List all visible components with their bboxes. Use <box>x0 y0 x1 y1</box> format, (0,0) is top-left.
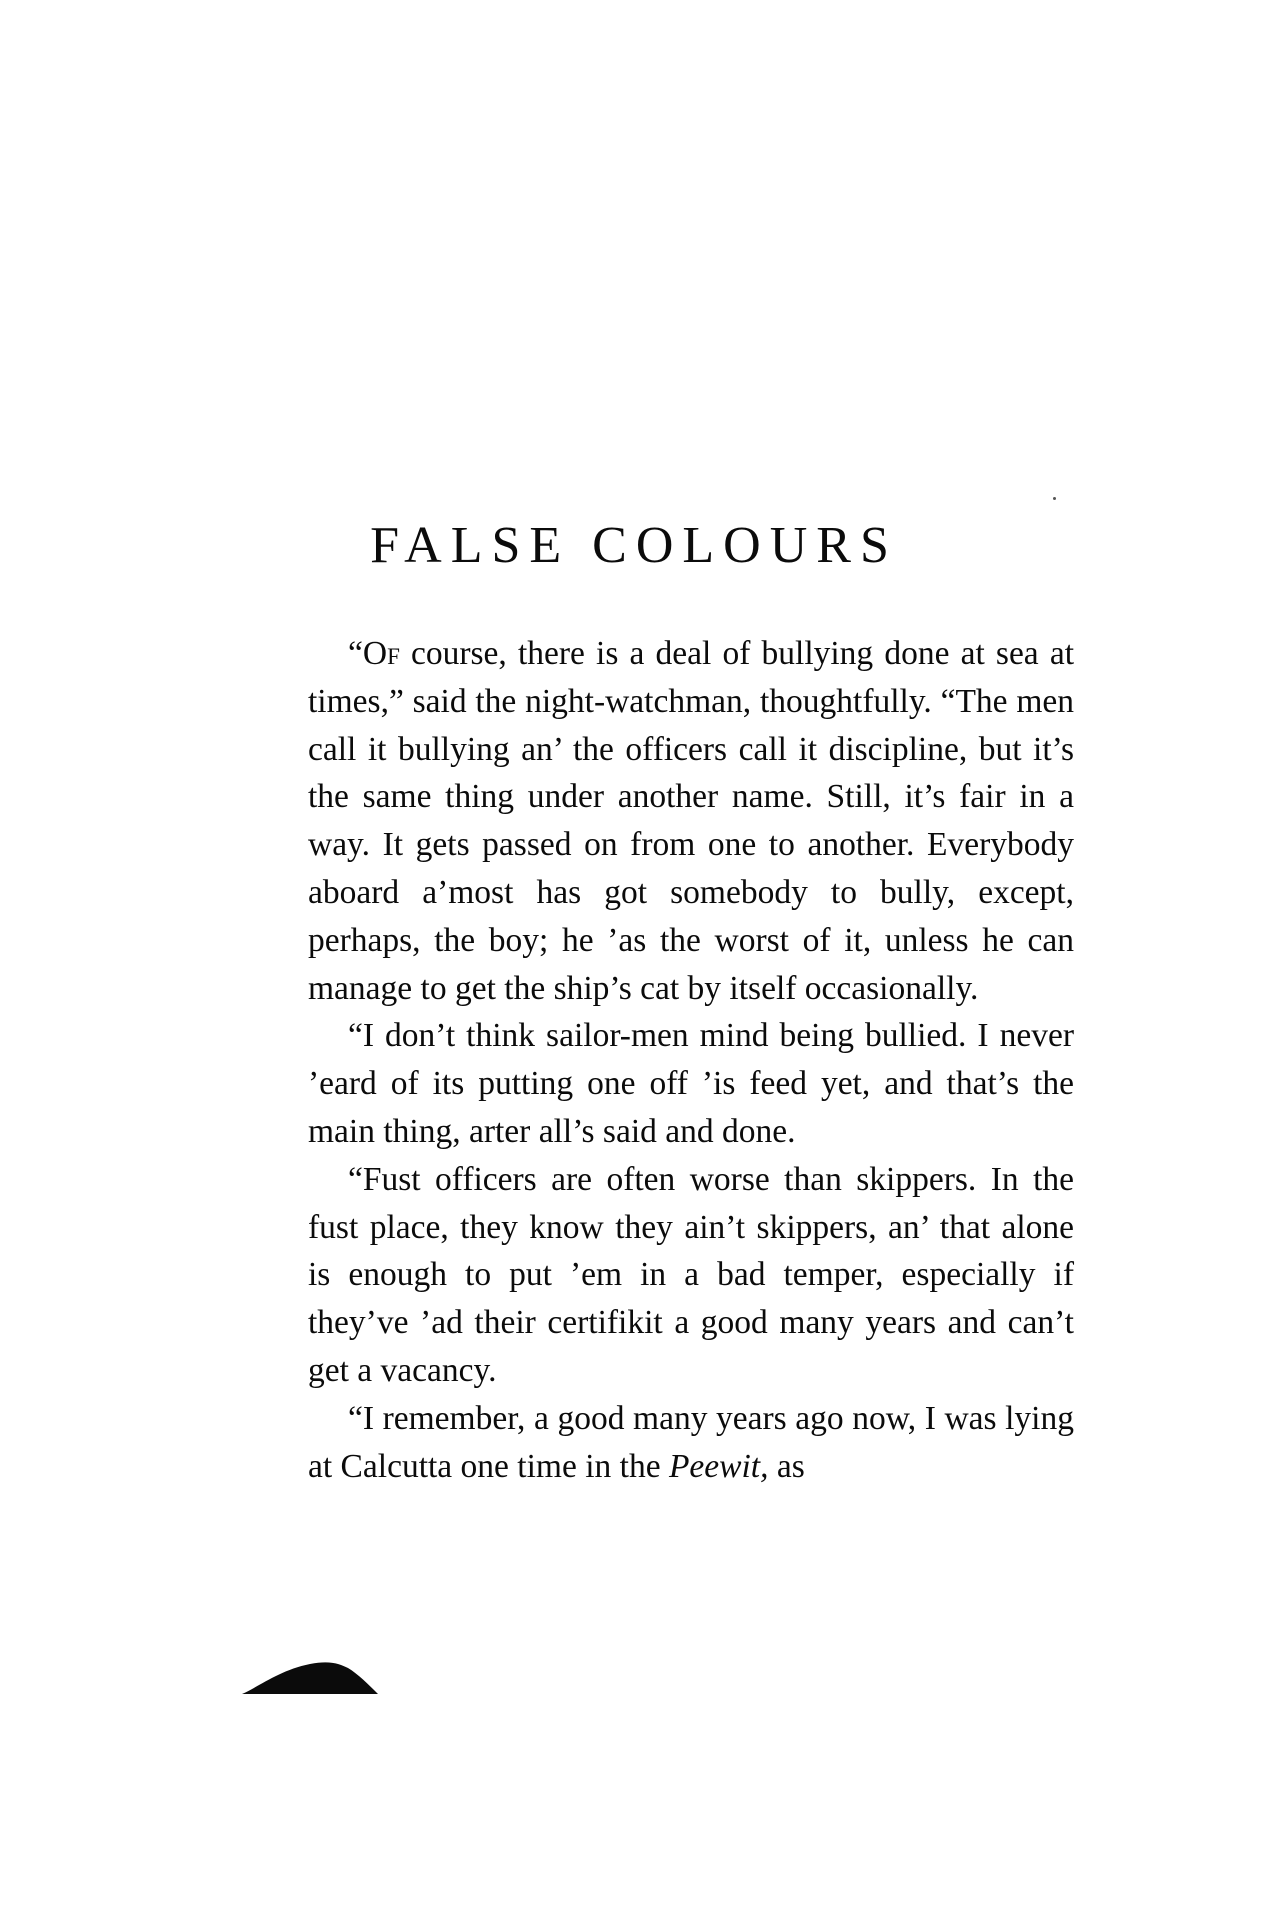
ink-blot-mark <box>240 1658 380 1696</box>
chapter-title: FALSE COLOURS <box>370 517 898 574</box>
paragraph-1-smallcaps: f <box>387 635 400 672</box>
paragraph-1 <box>308 630 1074 1012</box>
paragraph-4-tail: as <box>768 1447 805 1485</box>
paragraph-2-text: “I don’t think sailor-men mind being bullied. I never ’eard of its putting one off ’is feed yet, and that’s the main thing, arter all’s said and done. <box>308 1017 1074 1150</box>
paragraph-4 <box>308 1395 1074 1491</box>
paragraph-3-text: “Fust officers are often worse than skippers. In the fust place, they know they ain’t skippers, an’ that alone is enough to put ’em in a bad temper, especially if they’ve ’ad their certifikit a good many years and can’t get a vacancy. <box>308 1160 1074 1389</box>
paragraph-3 <box>308 1156 1074 1395</box>
paragraph-1-open: “O <box>348 635 388 672</box>
ink-speck <box>1053 497 1056 500</box>
paragraph-4-italic: Peewit, <box>668 1447 769 1485</box>
chapter-body <box>308 630 1074 1490</box>
paragraph-2 <box>308 1012 1074 1155</box>
paragraph-1-text: course, there is a deal of bullying done at sea at times,” said the night-watchman, thoughtfully. “The men call it bullying an’ the officers call it discipline, but it’s the same thing under another name. Still, it’s fair in a way. It gets passed on from one to another. Everybody aboard a’most has got somebody to bully, except, perhaps, the boy; he ’as the worst of it, unless he can manage to get the ship’s cat by itself occasionally. <box>308 635 1074 1007</box>
paragraph-4-text: “I remember, a good many years ago now, I was lying at Calcutta one time in the <box>308 1399 1074 1485</box>
